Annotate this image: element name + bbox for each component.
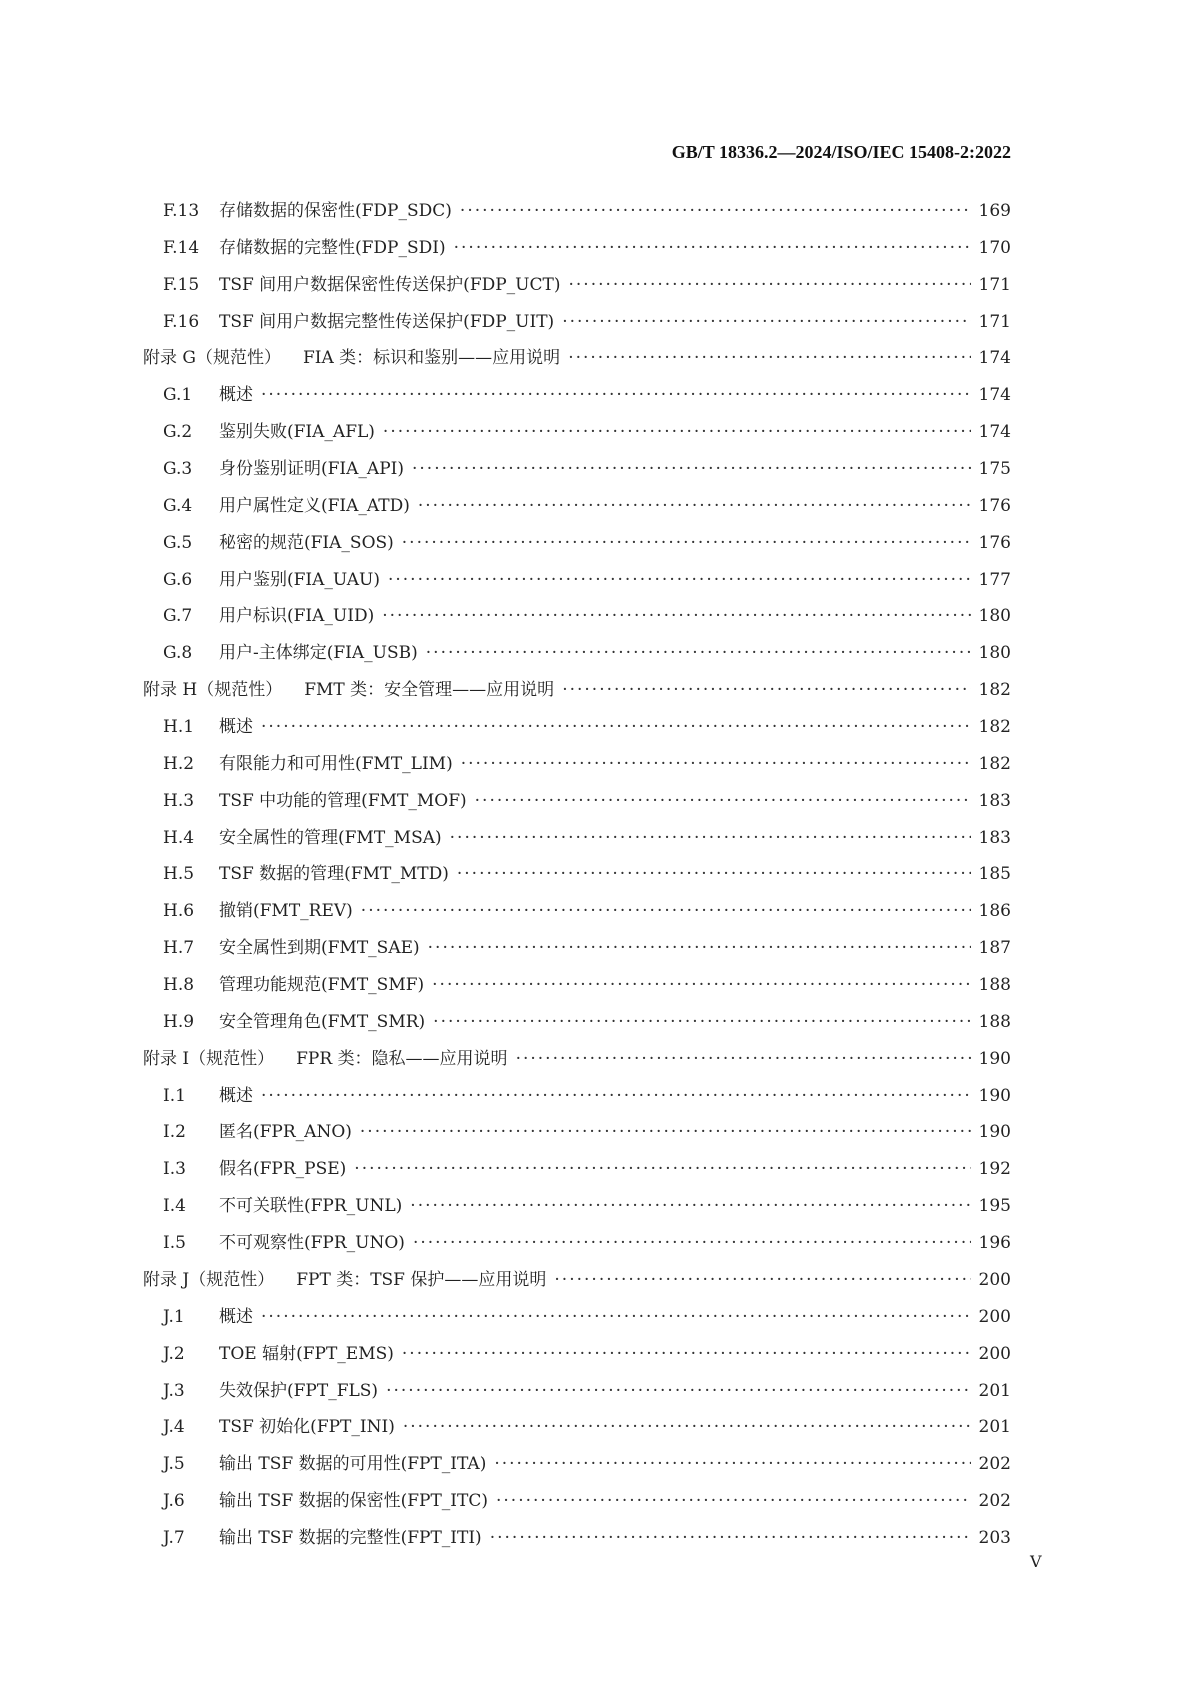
toc-entry[interactable] [143,1228,1011,1265]
entry-page: 176 [978,532,1011,553]
entry-title: 用户-主体绑定(FIA_USB) [219,643,418,664]
toc-entry[interactable] [143,196,1011,233]
entry-number: 附录 H（规范性） [143,680,283,701]
entry-page: 202 [978,1491,1011,1512]
entry-number: G.5 [163,532,193,553]
entry-number: F.16 [163,311,200,332]
entry-page: 177 [978,569,1011,590]
entry-title: 秘密的规范(FIA_SOS) [219,532,394,553]
toc-entry[interactable] [143,528,1011,565]
entry-page: 192 [978,1159,1011,1180]
dot-leader [554,1270,970,1290]
entry-page: 176 [978,495,1011,516]
entry-page: 169 [978,201,1011,221]
entry-number: 附录 J（规范性） [143,1269,275,1290]
dot-leader [383,422,971,442]
dot-leader [388,570,971,590]
entry-number: G.4 [163,495,193,516]
toc-entry[interactable] [143,1007,1011,1044]
toc-entry[interactable] [143,749,1011,786]
entry-page: 202 [978,1454,1011,1475]
entry-title: 概述 [219,717,253,738]
dot-leader [354,1159,970,1179]
toc-entry[interactable] [143,638,1011,675]
entry-page: 188 [978,1011,1011,1032]
entry-page: 182 [978,753,1011,774]
dot-leader [418,496,971,516]
dot-leader [402,1344,971,1364]
entry-title: TSF 初始化(FPT_INI) [219,1417,395,1438]
entry-number: 附录 G（规范性） [143,348,281,369]
entry-title: FMT 类：安全管理——应用说明 [304,680,555,701]
entry-page: 200 [978,1343,1011,1364]
entry-title: 假名(FPR_PSE) [219,1159,347,1180]
entry-number: I.3 [163,1159,186,1180]
entry-title: FIA 类：标识和鉴别——应用说明 [302,348,561,369]
entry-number: G.6 [163,569,193,590]
entry-number: J.4 [163,1417,185,1438]
toc-entry[interactable] [143,1191,1011,1228]
toc-entry[interactable] [143,270,1011,307]
toc-entry[interactable] [143,786,1011,823]
entry-title: TSF 间用户数据保密性传送保护(FDP_UCT) [219,274,561,295]
toc-entry[interactable] [143,712,1011,749]
entry-page: 182 [978,680,1011,701]
entry-number: G.8 [163,643,193,664]
entry-title: 安全属性的管理(FMT_MSA) [219,827,442,848]
dot-leader [413,1233,971,1253]
entry-title: 不可观察性(FPR_UNO) [219,1233,405,1254]
table-of-contents [143,196,1011,1560]
entry-page: 185 [978,864,1011,885]
entry-title: 管理功能规范(FMT_SMF) [219,975,425,996]
entry-title: TOE 辐射(FPT_EMS) [219,1343,394,1364]
toc-entry[interactable] [143,307,1011,344]
entry-title: 失效保护(FPT_FLS) [219,1380,379,1401]
document-header: GB/T 18336.2—2024/ISO/IEC 15408-2:2022 [671,142,1011,162]
entry-number: G.3 [163,459,193,480]
entry-number: H.9 [163,1011,195,1032]
entry-page: 183 [978,827,1011,848]
toc-entry[interactable] [143,417,1011,454]
toc-entry[interactable] [143,859,1011,896]
dot-leader [460,201,971,221]
toc-entry[interactable] [143,491,1011,528]
dot-leader [382,606,970,626]
entry-number: I.1 [163,1085,186,1106]
dot-leader [403,1417,971,1437]
entry-page: 200 [978,1306,1011,1327]
entry-page: 183 [978,790,1011,811]
entry-number: J.6 [163,1491,185,1512]
entry-number: 附录 I（规范性） [143,1048,275,1069]
toc-entry[interactable] [143,1523,1011,1560]
toc-entry[interactable] [143,1302,1011,1339]
entry-title: 不可关联性(FPR_UNL) [219,1196,403,1217]
entry-page: 174 [978,422,1011,443]
entry-number: H.2 [163,753,195,774]
entry-page: 196 [978,1233,1011,1254]
dot-leader [562,312,970,332]
dot-leader [360,1122,971,1142]
toc-entry[interactable] [143,933,1011,970]
entry-number: H.7 [163,938,195,959]
entry-number: F.13 [163,201,200,221]
entry-title: 用户属性定义(FIA_ATD) [219,495,410,516]
entry-title: FPR 类：隐私——应用说明 [296,1048,508,1069]
entry-number: I.2 [163,1122,186,1143]
entry-title: 用户标识(FIA_UID) [219,606,375,627]
dot-leader [496,1491,971,1511]
toc-entry[interactable] [143,896,1011,933]
entry-page: 190 [978,1048,1011,1069]
dot-leader [402,533,971,553]
entry-number: H.6 [163,901,195,922]
entry-title: TSF 中功能的管理(FMT_MOF) [219,790,467,811]
entry-page: 187 [978,938,1011,959]
entry-number: J.7 [163,1527,185,1548]
entry-number: J.2 [163,1343,185,1364]
entry-page: 175 [978,459,1011,480]
dot-leader [428,938,971,958]
entry-page: 190 [978,1122,1011,1143]
dot-leader [386,1381,970,1401]
dot-leader [490,1528,971,1548]
dot-leader [450,828,971,848]
dot-leader [569,275,971,295]
entry-number: G.1 [163,385,193,406]
entry-title: 输出 TSF 数据的完整性(FPT_ITI) [219,1527,482,1548]
dot-leader [568,348,970,368]
entry-number: J.5 [163,1454,185,1475]
entry-page: 188 [978,975,1011,996]
entry-title: 存储数据的完整性(FDP_SDI) [219,237,446,258]
dot-leader [475,791,971,811]
entry-page: 180 [978,606,1011,627]
dot-leader [457,864,971,884]
entry-page: 200 [978,1269,1011,1290]
entry-title: TSF 数据的管理(FMT_MTD) [219,864,449,885]
dot-leader [461,754,971,774]
entry-page: 171 [978,274,1011,295]
entry-number: J.1 [163,1306,185,1327]
page-number: V [1030,1552,1042,1571]
entry-page: 171 [978,311,1011,332]
entry-number: F.14 [163,237,200,258]
toc-entry[interactable] [143,1412,1011,1449]
entry-title: 输出 TSF 数据的保密性(FPT_ITC) [219,1491,488,1512]
dot-leader [433,1012,970,1032]
entry-title: 匿名(FPR_ANO) [219,1122,352,1143]
toc-entry[interactable] [143,1486,1011,1523]
entry-title: 概述 [219,385,253,406]
entry-page: 170 [978,237,1011,258]
entry-title: 用户鉴别(FIA_UAU) [219,569,380,590]
toc-entry[interactable] [143,233,1011,270]
toc-appendix-entry[interactable] [143,1265,1011,1302]
entry-number: I.5 [163,1233,186,1254]
entry-page: 203 [978,1527,1011,1548]
toc-entry[interactable] [143,1154,1011,1191]
dot-leader [361,901,971,921]
dot-leader [562,680,970,700]
dot-leader [426,643,971,663]
toc-entry[interactable] [143,1449,1011,1486]
entry-number: I.4 [163,1196,186,1217]
dot-leader [261,1086,971,1106]
entry-title: 概述 [219,1085,253,1106]
entry-title: FPT 类：TSF 保护——应用说明 [296,1269,547,1290]
entry-number: H.3 [163,790,195,811]
entry-title: 安全管理角色(FMT_SMR) [219,1011,426,1032]
toc-entry[interactable] [143,970,1011,1007]
entry-number: G.2 [163,422,193,443]
toc-entry[interactable] [143,601,1011,638]
toc-entry[interactable] [143,1339,1011,1376]
entry-number: F.15 [163,274,200,295]
entry-number: H.5 [163,864,195,885]
entry-title: 安全属性到期(FMT_SAE) [219,938,420,959]
dot-leader [454,238,971,258]
dot-leader [261,1307,971,1327]
entry-title: 存储数据的保密性(FDP_SDC) [219,201,452,221]
dot-leader [412,459,971,479]
entry-page: 174 [978,385,1011,406]
dot-leader [261,385,971,405]
entry-page: 201 [978,1380,1011,1401]
entry-number: H.1 [163,717,195,738]
toc-entry[interactable] [143,565,1011,602]
toc-entry[interactable] [143,1081,1011,1118]
toc-entry[interactable] [143,1117,1011,1154]
entry-title: 身份鉴别证明(FIA_API) [219,459,404,480]
toc-entry[interactable] [143,1376,1011,1413]
entry-page: 186 [978,901,1011,922]
entry-number: H.8 [163,975,195,996]
entry-title: 输出 TSF 数据的可用性(FPT_ITA) [219,1454,487,1475]
entry-page: 182 [978,717,1011,738]
toc-entry[interactable] [143,380,1011,417]
entry-number: J.3 [163,1380,185,1401]
toc-appendix-entry[interactable] [143,675,1011,712]
toc-appendix-entry[interactable] [143,343,1011,380]
entry-number: H.4 [163,827,195,848]
entry-title: 概述 [219,1306,253,1327]
entry-page: 195 [978,1196,1011,1217]
toc-appendix-entry[interactable] [143,1044,1011,1081]
entry-title: TSF 间用户数据完整性传送保护(FDP_UIT) [219,311,555,332]
toc-entry[interactable] [143,454,1011,491]
dot-leader [432,975,970,995]
entry-page: 174 [978,348,1011,369]
entry-page: 180 [978,643,1011,664]
entry-title: 有限能力和可用性(FMT_LIM) [219,753,453,774]
entry-title: 撤销(FMT_REV) [219,901,353,922]
entry-page: 201 [978,1417,1011,1438]
dot-leader [410,1196,970,1216]
toc-entry[interactable] [143,823,1011,860]
entry-title: 鉴别失败(FIA_AFL) [219,422,375,443]
dot-leader [261,717,971,737]
entry-number: G.7 [163,606,193,627]
dot-leader [516,1049,971,1069]
dot-leader [494,1454,970,1474]
entry-page: 190 [978,1085,1011,1106]
